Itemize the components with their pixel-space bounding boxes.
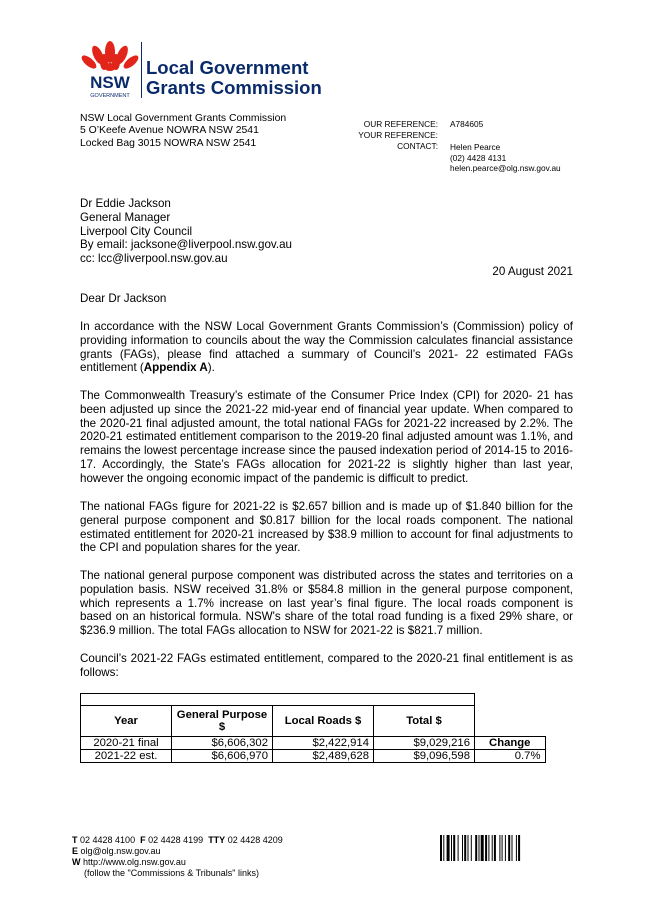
sender-address-line2: Locked Bag 3015 NOWRA NSW 2541 (80, 137, 257, 149)
waratah-icon (78, 40, 142, 100)
barcode-bar (440, 835, 442, 861)
sender-address-line1: 5 O’Keefe Avenue NOWRA NSW 2541 (80, 125, 259, 137)
paragraph-3: The national FAGs figure for 2021-22 is $2.657 billion and is made up of $1.840 billion for the general purpose component and $0.817 billion for the local roads component. The national estimated entitlement for 2020-21 increased by $38.9 million to account for final adjustments to the CPI and population shares for the year. (80, 500, 573, 555)
reference-values (450, 119, 561, 174)
org-name-line2: Grants Commission (146, 77, 322, 98)
government-wordmark: GOVERNMENT (90, 93, 130, 99)
recipient-org: Liverpool City Council (80, 224, 193, 238)
footer-phone-line (72, 835, 283, 846)
header-local-roads: Local Roads $ (273, 706, 374, 737)
appendix-reference: Appendix A (143, 361, 208, 375)
paragraph-1-text: In accordance with the NSW Local Government Grants Commission’s (Commission) policy of providing information to councils about the way the Commission calculates financial assistance grants (FAGs), please find attached a summary of Council’s 2021- 22 estimated FAGs entitlement ( (80, 320, 573, 375)
paragraph-5: Council’s 2021-22 FAGs estimated entitlement, compared to the 2020-21 final entitlement is as follows: (80, 652, 573, 679)
table-row (81, 737, 546, 750)
barcode-icon (440, 835, 546, 861)
barcode-bar (512, 835, 513, 861)
footer-email-line (72, 846, 283, 857)
footer-contacts (72, 835, 283, 879)
recipient-cc: cc: lcc@liverpool.nsw.gov.au (80, 252, 228, 266)
our-reference-label: OUR REFERENCE: (363, 119, 438, 129)
row-total: $9,029,216 (374, 737, 475, 750)
contact-label: CONTACT: (397, 140, 438, 151)
tty-value: 02 4428 4209 (227, 835, 283, 845)
contact-phone: (02) 4428 4131 (450, 152, 507, 163)
barcode-bar (462, 835, 463, 861)
barcode-bar (505, 835, 506, 861)
table-blank-row (81, 694, 546, 706)
tty-label: TTY (208, 835, 226, 845)
barcode-bar (443, 835, 444, 861)
barcode-bar (502, 835, 503, 861)
header-general-purpose: General Purpose $ (172, 706, 273, 737)
paragraph-2: The Commonwealth Treasury’s estimate of the Consumer Price Index (CPI) for 2020- 21 has been adjusted up since the 2021-22 mid-year end of financial year update. When compared to the 2020-21 final adjusted amount, the total national FAGs for 2021-22 increased by 2.2%. The 2020-21 estimated entitlement comparison to the 2019-20 final adjusted amount was 1.1%, and remains the lowest percentage increase since the paused indexation period of 2014-15 to 2016-17. Accordingly, the State’s FAGs allocation for 2021-22 is slightly higher than last year, however the ongoing economic impact of the pandemic is difficult to predict. (80, 389, 573, 485)
header-year: Year (81, 706, 172, 737)
reference-labels (330, 119, 438, 151)
paragraph-1 (80, 320, 573, 375)
email-label: E (72, 846, 79, 856)
table-header-row (81, 706, 546, 737)
sender-name: NSW Local Government Grants Commission (80, 113, 287, 124)
table-row (81, 750, 546, 763)
row-year: 2021-22 est. (81, 750, 172, 763)
our-reference-value: A784605 (450, 119, 484, 129)
row-general-purpose: $6,606,302 (172, 737, 273, 750)
barcode-bar (458, 835, 459, 861)
barcode-bar (479, 835, 480, 861)
barcode-bar (485, 835, 487, 861)
paragraph-1-end: ). (207, 361, 215, 375)
barcode-bar (508, 835, 510, 861)
row-year: 2020-21 final (81, 737, 172, 750)
barcode-bar (471, 835, 472, 861)
footer-web-line (72, 857, 283, 868)
barcode-bar (516, 835, 517, 861)
barcode-bar (464, 835, 466, 861)
recipient-title: General Manager (80, 210, 171, 224)
change-value: 0.7% (475, 750, 546, 763)
contact-name: Helen Pearce (450, 142, 501, 153)
recipient-email: By email: jacksone@liverpool.nsw.gov.au (80, 238, 292, 252)
barcode-bar (488, 835, 489, 861)
your-reference-label: YOUR REFERENCE: (358, 129, 438, 140)
barcode-bar (518, 835, 520, 861)
phone-value: 02 4428 4100 (80, 835, 136, 845)
barcode-bar (494, 835, 496, 861)
sender-address (80, 113, 286, 150)
paragraph-4: The national general purpose component was distributed across the states and territories on a population basis. NSW received 31.8% or $584.8 million in the general purpose component, which represents a 1.7% increase on last year’s final figure. The local roads component is based on an historical formula. NSW's share of the total road funding is a fixed 29% share, or $236.9 million. The total FAGs allocation to NSW for 2021-22 is $821.7 million. (80, 569, 573, 638)
footer-website[interactable]: http://www.olg.nsw.gov.au (83, 857, 186, 867)
org-name-line1: Local Government (146, 57, 309, 78)
fax-label: F (140, 835, 146, 845)
phone-label: T (72, 835, 78, 845)
fax-value: 02 4428 4199 (148, 835, 204, 845)
barcode-bar (451, 835, 452, 861)
barcode-bar (481, 835, 484, 861)
footer-note: (follow the "Commissions & Tribunals" links) (84, 868, 259, 878)
recipient-block (80, 197, 292, 266)
logo-divider (141, 42, 142, 98)
barcode-bar (447, 835, 450, 861)
row-general-purpose: $6,606,970 (172, 750, 273, 763)
salutation: Dear Dr Jackson (80, 292, 167, 305)
row-total: $9,096,598 (374, 750, 475, 763)
fags-entitlement-table (80, 693, 546, 763)
nsw-government-logo (78, 40, 328, 100)
barcode-bar (475, 835, 477, 861)
contact-email: helen.pearce@olg.nsw.gov.au (450, 163, 561, 174)
row-local-roads: $2,489,628 (273, 750, 374, 763)
barcode-bar (453, 835, 455, 861)
change-header: Change (475, 737, 546, 750)
barcode-bar (492, 835, 493, 861)
header-total: Total $ (374, 706, 475, 737)
nsw-wordmark: NSW (90, 73, 130, 92)
web-label: W (72, 857, 81, 867)
barcode-bar (499, 835, 500, 861)
recipient-name: Dr Eddie Jackson (80, 197, 171, 210)
footer-email[interactable]: olg@olg.nsw.gov.au (80, 846, 161, 856)
row-local-roads: $2,422,914 (273, 737, 374, 750)
barcode-bar (468, 835, 469, 861)
letter-date: 20 August 2021 (492, 265, 573, 278)
